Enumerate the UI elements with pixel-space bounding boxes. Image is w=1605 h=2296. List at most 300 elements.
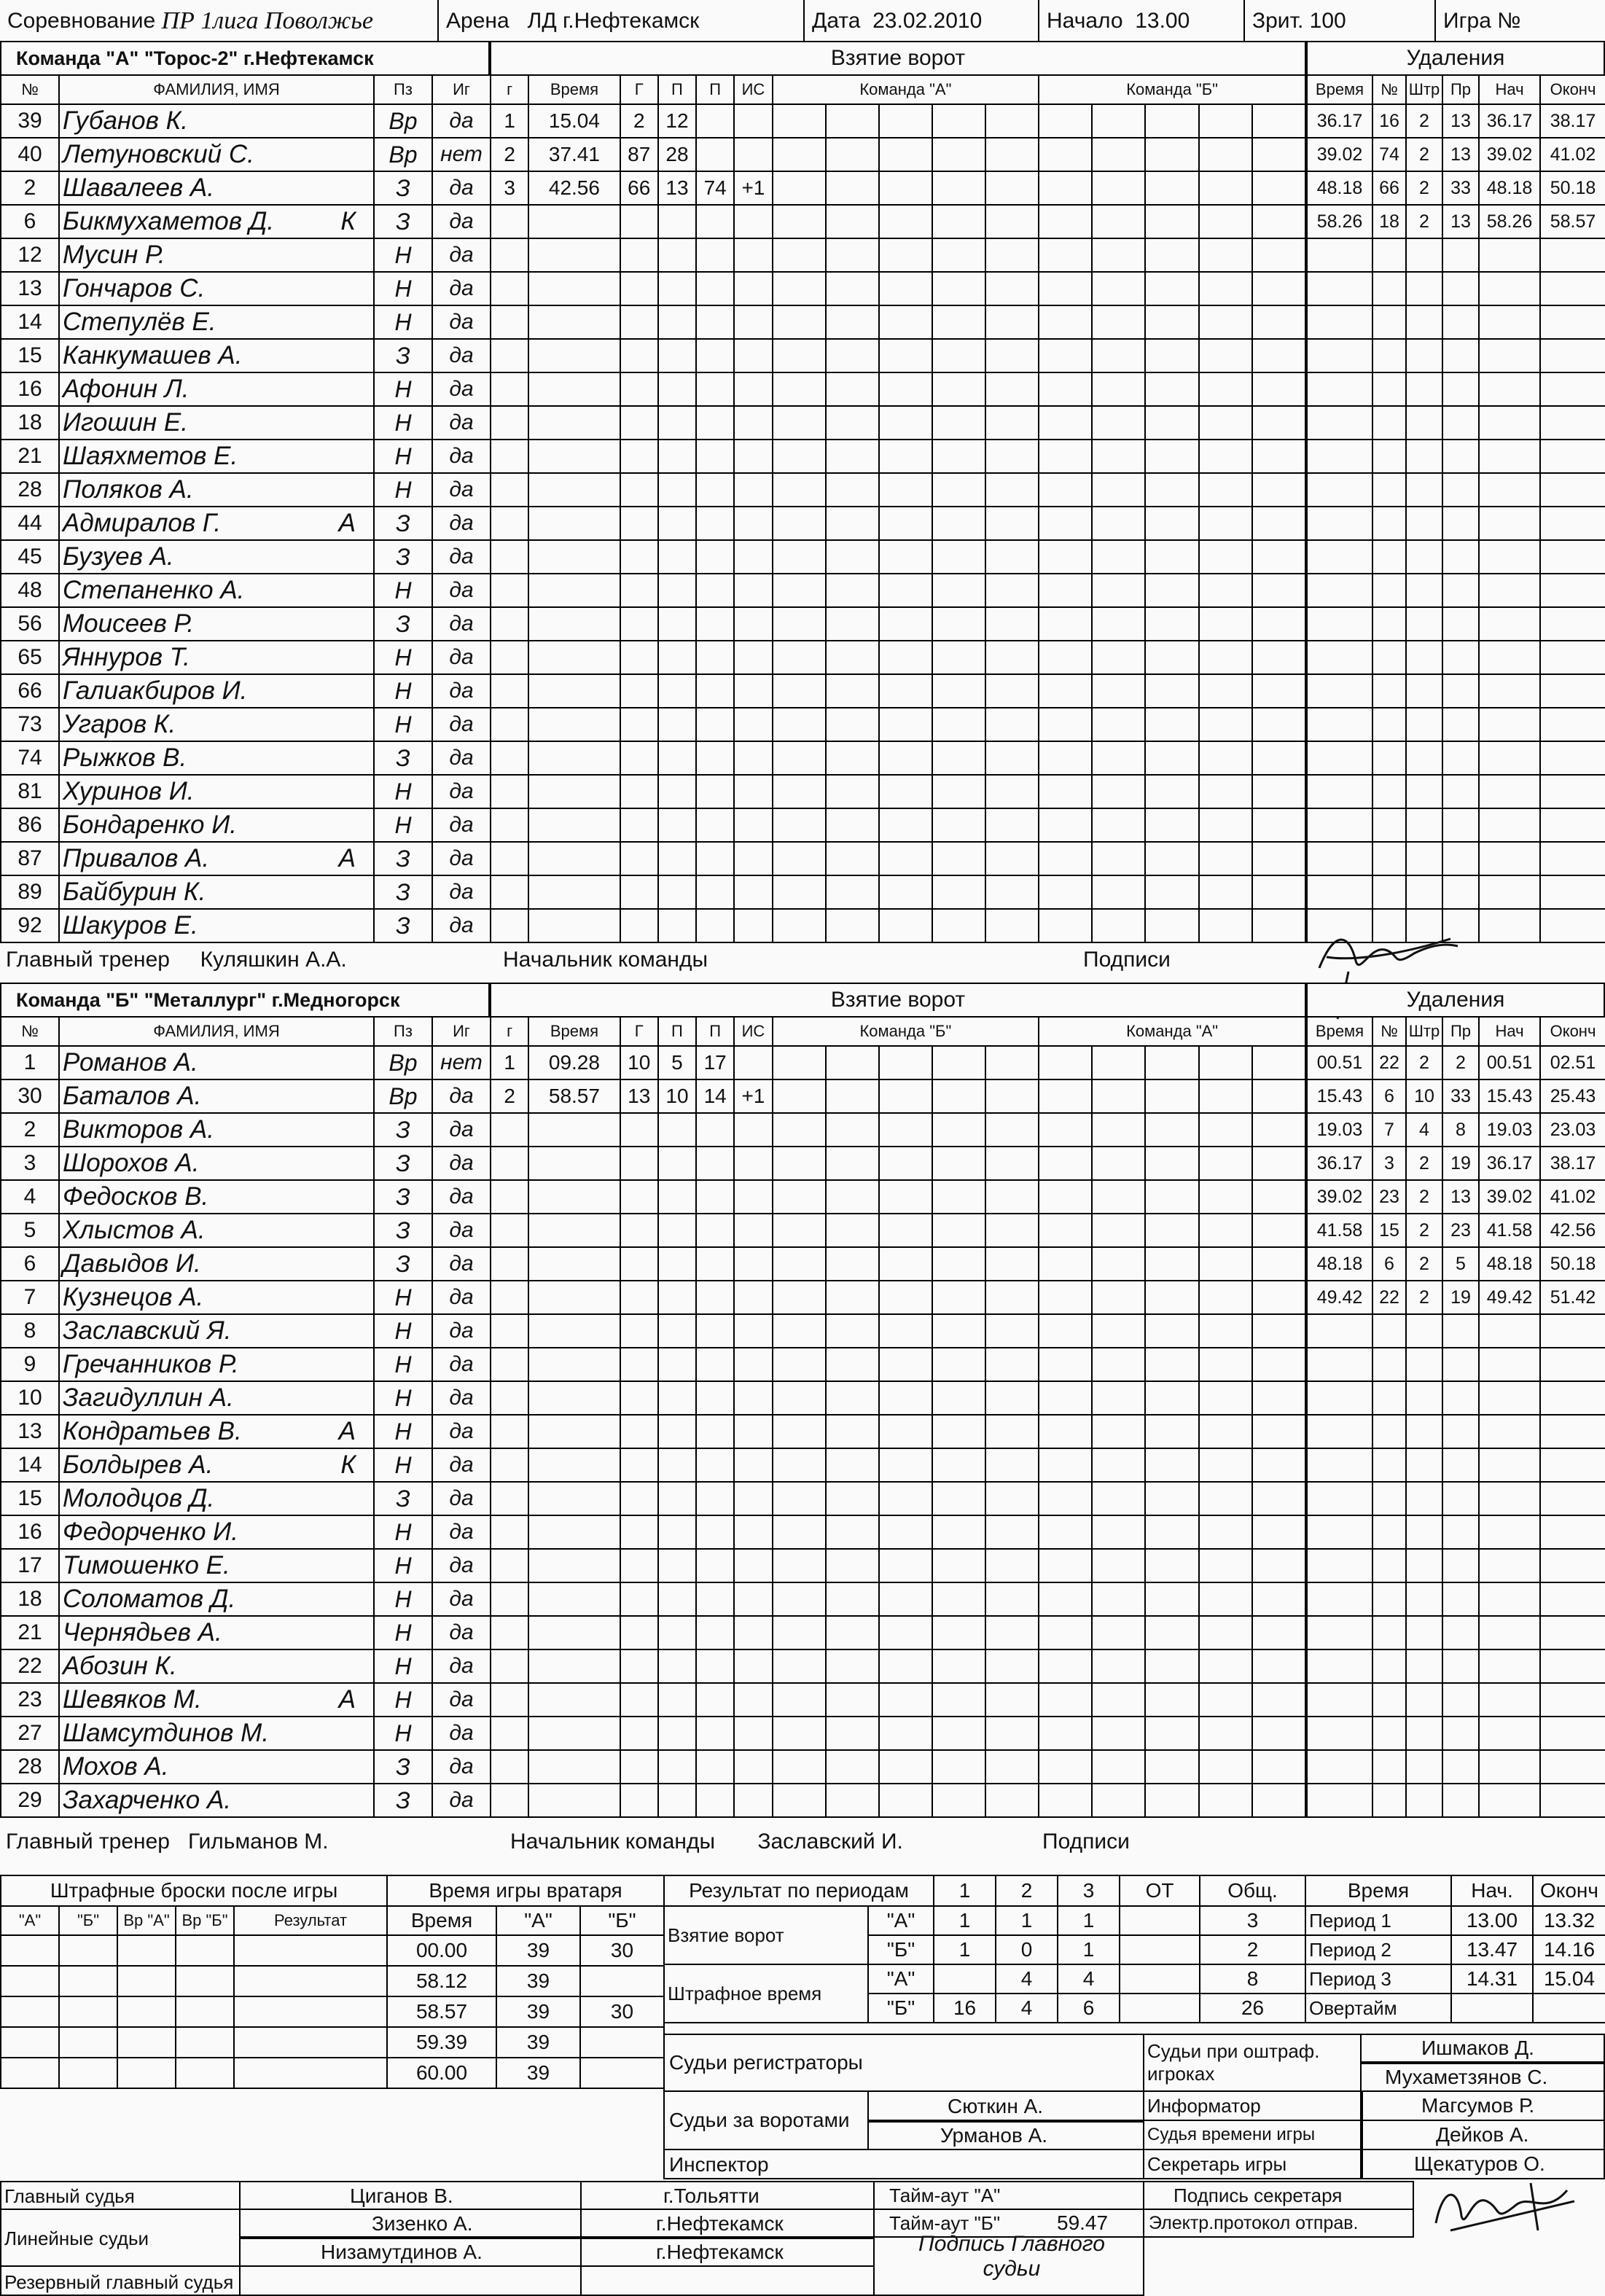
empty-cell	[734, 674, 772, 708]
empty-cell	[1252, 1348, 1305, 1381]
empty-cell	[773, 708, 826, 741]
period-start: 14.31	[1451, 1964, 1533, 1994]
player-position: З	[374, 741, 432, 775]
player-number: 18	[1, 1582, 59, 1616]
empty-cell	[773, 1616, 826, 1649]
player-name-cell	[59, 875, 374, 909]
empty-cell	[879, 1381, 932, 1415]
empty-cell	[1252, 641, 1305, 674]
empty-cell	[1145, 372, 1198, 406]
empty-cell	[773, 1214, 826, 1247]
player-number: 28	[1, 1750, 59, 1784]
player-position: З	[374, 909, 432, 942]
empty-cell	[1442, 1549, 1479, 1582]
empty-cell	[826, 171, 879, 205]
empty-cell	[1406, 473, 1442, 507]
team-a-penalties-header: Удаления	[1306, 41, 1605, 76]
empty-cell	[620, 1281, 658, 1314]
empty-cell	[1406, 507, 1442, 540]
empty-cell	[1199, 1649, 1252, 1683]
empty-cell	[1039, 1381, 1092, 1415]
empty-cell	[826, 674, 879, 708]
empty-cell	[1145, 1750, 1198, 1784]
empty-cell	[658, 305, 696, 339]
player-name-cell	[59, 440, 374, 473]
period-col-ot: ОТ	[1120, 1875, 1200, 1906]
empty-cell	[620, 1683, 658, 1717]
empty-cell	[1092, 1784, 1145, 1817]
player-row	[1, 138, 491, 171]
player-number: 12	[1, 238, 59, 272]
empty-cell	[826, 1180, 879, 1214]
player-name-cell	[59, 1784, 374, 1817]
empty-cell	[1199, 171, 1252, 205]
goal-row	[491, 1649, 1305, 1683]
penalty-player-number: 15	[1372, 1214, 1406, 1247]
registrar-judges-label: Судьи регистраторы	[669, 2051, 863, 2074]
goal-t: 15.04	[528, 104, 620, 138]
empty-cell	[1442, 305, 1479, 339]
period-value: 0	[996, 1935, 1058, 1964]
period-value: 16	[934, 1994, 996, 2023]
empty-cell	[696, 1381, 734, 1415]
empty-cell	[1406, 641, 1442, 674]
empty-cell	[932, 440, 985, 473]
player-name-cell	[59, 339, 374, 372]
empty-cell	[1199, 775, 1252, 808]
player-name-cell	[59, 1348, 374, 1381]
empty-cell	[985, 372, 1039, 406]
team-a-chief-label: Начальник команды	[503, 948, 708, 972]
empty-cell	[658, 775, 696, 808]
empty-cell	[1199, 875, 1252, 909]
penalty-end: 38.17	[1540, 104, 1605, 138]
player-played: да	[432, 305, 491, 339]
goalie-a-number: 39	[496, 2058, 580, 2088]
empty-cell	[696, 1113, 734, 1147]
player-number: 1	[1, 1046, 59, 1079]
empty-cell	[1540, 909, 1605, 942]
goal-is	[734, 104, 772, 138]
empty-cell	[1479, 440, 1540, 473]
empty-cell	[528, 1784, 620, 1817]
empty-cell	[1145, 1079, 1198, 1113]
player-played: да	[432, 1750, 491, 1784]
empty-cell	[826, 1717, 879, 1750]
player-name-cell	[59, 1180, 374, 1214]
empty-cell	[658, 1214, 696, 1247]
empty-cell	[773, 775, 826, 808]
empty-cell	[528, 1281, 620, 1314]
timeout-b-value: 59.47	[1057, 2211, 1109, 2234]
empty-cell	[1540, 1649, 1605, 1683]
player-played: да	[432, 875, 491, 909]
empty-cell	[826, 741, 879, 775]
goal-col-strength: ИС	[734, 75, 772, 104]
competition-label: Соревнование	[7, 9, 156, 33]
empty-cell	[773, 171, 826, 205]
penalty-time: 19.03	[1307, 1113, 1372, 1147]
empty-cell	[696, 674, 734, 708]
player-position: Н	[374, 808, 432, 842]
player-played: да	[432, 641, 491, 674]
empty-cell	[1252, 1214, 1305, 1247]
empty-cell	[734, 1113, 772, 1147]
player-name: Степулёв Е.	[63, 308, 216, 336]
empty-cell	[1252, 574, 1305, 607]
empty-cell	[1307, 507, 1372, 540]
empty-cell	[985, 1784, 1039, 1817]
empty-cell	[1252, 1784, 1305, 1817]
empty-cell	[1145, 440, 1198, 473]
empty-cell	[696, 1247, 734, 1281]
empty-cell	[620, 507, 658, 540]
penalty-time: 39.02	[1307, 138, 1372, 171]
empty-cell	[1540, 1314, 1605, 1348]
goal-row	[491, 138, 1305, 171]
empty-cell	[491, 808, 528, 842]
empty-cell	[1039, 339, 1092, 372]
empty-cell	[1199, 842, 1252, 875]
player-name: Гончаров С.	[63, 274, 206, 302]
start-label: Начало	[1047, 9, 1123, 33]
empty-cell	[528, 1415, 620, 1448]
goal-is	[734, 138, 772, 171]
empty-cell	[1252, 1079, 1305, 1113]
empty-cell	[1307, 1649, 1372, 1683]
roster-col-position: Пз	[374, 75, 432, 104]
empty-cell	[1039, 1784, 1092, 1817]
empty-cell	[1252, 104, 1305, 138]
empty-cell	[826, 473, 879, 507]
empty-cell	[491, 1717, 528, 1750]
goal-col-time: Время	[528, 75, 620, 104]
empty-cell	[1540, 1348, 1605, 1381]
player-number: 28	[1, 473, 59, 507]
empty-cell	[1252, 1448, 1305, 1482]
player-name: Губанов К.	[63, 106, 188, 135]
empty-cell	[1199, 1515, 1252, 1549]
period-end: 14.16	[1533, 1935, 1605, 1964]
shootout-table	[0, 1875, 388, 2089]
goal-judge-2: Урманов А.	[940, 2124, 1048, 2147]
player-number: 6	[1, 205, 59, 238]
empty-cell	[1479, 808, 1540, 842]
empty-cell	[1092, 272, 1145, 305]
player-played: да	[432, 1079, 491, 1113]
empty-cell	[1199, 741, 1252, 775]
empty-cell	[658, 1549, 696, 1582]
empty-cell	[1307, 473, 1372, 507]
player-row	[1, 272, 491, 305]
period-results-table	[663, 1875, 1306, 2023]
player-played: да	[432, 1381, 491, 1415]
empty-cell	[734, 473, 772, 507]
empty-cell	[773, 1549, 826, 1582]
empty-cell	[696, 238, 734, 272]
empty-cell	[1442, 1683, 1479, 1717]
empty-cell	[1092, 440, 1145, 473]
period-time-row	[1305, 1906, 1605, 1935]
empty-cell	[879, 1649, 932, 1683]
goalie-change-time: 00.00	[387, 1935, 496, 1966]
empty-cell	[1540, 1582, 1605, 1616]
empty-cell	[1092, 339, 1145, 372]
goal-t: 58.57	[528, 1079, 620, 1113]
empty-cell	[826, 238, 879, 272]
empty-cell	[734, 1717, 772, 1750]
empty-cell	[1092, 574, 1145, 607]
player-number: 14	[1, 1448, 59, 1482]
empty-cell	[826, 808, 879, 842]
empty-cell	[1442, 1415, 1479, 1448]
empty-cell	[528, 574, 620, 607]
empty-cell	[1039, 808, 1092, 842]
roster-col-played: Иг	[432, 1017, 491, 1046]
empty-cell	[1252, 540, 1305, 574]
player-row	[1, 708, 491, 741]
team-indicator: "А"	[868, 1964, 934, 1994]
empty-cell	[1092, 775, 1145, 808]
empty-cell	[1307, 1448, 1372, 1482]
empty-cell	[1372, 372, 1406, 406]
goal-is	[734, 1046, 772, 1079]
team-b-coach-label: Главный тренер	[6, 1830, 170, 1854]
empty-cell	[1039, 641, 1092, 674]
empty-cell	[1307, 1750, 1372, 1784]
empty-cell	[932, 138, 985, 171]
empty-cell	[1199, 305, 1252, 339]
goal-row	[491, 1247, 1305, 1281]
player-position: Вр	[374, 104, 432, 138]
penalty-minutes: 2	[1406, 138, 1442, 171]
empty-cell	[658, 1649, 696, 1683]
captain-mark: А	[338, 509, 356, 537]
empty-cell	[1145, 473, 1198, 507]
player-name: Бикмухаметов Д.	[63, 207, 275, 235]
empty-cell	[734, 406, 772, 440]
team-b-signatures-label: Подписи	[1042, 1830, 1130, 1854]
empty-cell	[696, 440, 734, 473]
empty-cell	[1372, 1348, 1406, 1381]
empty-cell	[620, 1381, 658, 1415]
player-row	[1, 473, 491, 507]
penalty-row	[1307, 775, 1605, 808]
empty-cell	[1145, 1616, 1198, 1649]
empty-cell	[1540, 1683, 1605, 1717]
empty-cell	[1199, 205, 1252, 238]
player-name-cell	[59, 272, 374, 305]
goalie-time-row	[387, 2027, 664, 2058]
penalty-row	[1307, 1448, 1605, 1482]
player-name-cell	[59, 540, 374, 574]
empty-cell	[620, 708, 658, 741]
goal-row	[491, 842, 1305, 875]
timeout-a-label: Тайм-аут "А"	[889, 2184, 1001, 2206]
goal-g: 3	[491, 171, 528, 205]
empty-cell	[696, 1415, 734, 1448]
empty-cell	[491, 1381, 528, 1415]
goal-row	[491, 1348, 1305, 1381]
empty-cell	[1372, 1314, 1406, 1348]
goal-row	[491, 1515, 1305, 1549]
empty-cell	[932, 1750, 985, 1784]
empty-cell	[826, 1247, 879, 1281]
player-number: 39	[1, 104, 59, 138]
empty-cell	[1307, 1314, 1372, 1348]
player-position: Н	[374, 674, 432, 708]
team-indicator: "Б"	[868, 1935, 934, 1964]
empty-cell	[620, 1415, 658, 1448]
empty-cell	[620, 1717, 658, 1750]
player-name-cell	[59, 808, 374, 842]
competition-value: ПР 1лига Поволжье	[161, 7, 373, 34]
empty-cell	[1145, 1147, 1198, 1180]
empty-cell	[932, 104, 985, 138]
empty-cell	[879, 406, 932, 440]
penalty-minutes: 2	[1406, 1214, 1442, 1247]
goal-p2	[696, 138, 734, 171]
player-number: 2	[1, 1113, 59, 1147]
player-played: да	[432, 808, 491, 842]
team-b-chief-row	[510, 1830, 903, 1854]
empty-cell	[1199, 1046, 1252, 1079]
empty-cell	[696, 1750, 734, 1784]
empty-cell	[1442, 339, 1479, 372]
empty-cell	[985, 674, 1039, 708]
empty-cell	[879, 808, 932, 842]
goalie-time-row	[387, 2058, 664, 2088]
empty-cell	[1039, 1113, 1092, 1147]
empty-cell	[1307, 1616, 1372, 1649]
empty-cell	[1092, 507, 1145, 540]
goalie-a-number: 39	[496, 1935, 580, 1966]
empty-cell	[879, 1448, 932, 1482]
period-start	[1451, 1994, 1533, 2023]
player-played: да	[432, 1314, 491, 1348]
empty-cell	[1039, 1079, 1092, 1113]
empty-cell	[1145, 1180, 1198, 1214]
empty-cell	[491, 842, 528, 875]
empty-cell	[1307, 708, 1372, 741]
goal-row	[491, 741, 1305, 775]
empty-cell	[1252, 741, 1305, 775]
empty-cell	[773, 1314, 826, 1348]
penalty-reason: 13	[1442, 1180, 1479, 1214]
penalty-reason: 8	[1442, 1113, 1479, 1147]
goal-g: 1	[491, 104, 528, 138]
empty-cell	[1540, 272, 1605, 305]
empty-cell	[985, 1515, 1039, 1549]
empty-cell	[528, 507, 620, 540]
empty-cell	[696, 339, 734, 372]
player-name: Захарченко А.	[63, 1786, 232, 1814]
empty-cell	[620, 607, 658, 641]
empty-cell	[1252, 607, 1305, 641]
empty-cell	[491, 540, 528, 574]
empty-cell	[1479, 1415, 1540, 1448]
team-a-title: Команда "А" "Торос-2" г.Нефтекамск	[0, 41, 490, 76]
player-name: Заславский Я.	[63, 1316, 232, 1345]
empty-cell	[773, 1482, 826, 1515]
period-value	[934, 1964, 996, 1994]
empty-cell	[1039, 238, 1092, 272]
empty-cell	[620, 641, 658, 674]
player-position: Н	[374, 641, 432, 674]
empty-cell	[734, 1750, 772, 1784]
empty-cell	[1442, 842, 1479, 875]
empty-cell	[985, 708, 1039, 741]
player-position: З	[374, 205, 432, 238]
empty-cell	[826, 104, 879, 138]
penalty-reason: 33	[1442, 171, 1479, 205]
empty-cell	[658, 574, 696, 607]
empty-cell	[932, 1616, 985, 1649]
empty-cell	[773, 138, 826, 171]
penalty-minutes: 2	[1406, 1046, 1442, 1079]
player-position: Н	[374, 708, 432, 741]
empty-cell	[932, 842, 985, 875]
player-name-cell	[59, 674, 374, 708]
player-position: Н	[374, 1683, 432, 1717]
empty-cell	[773, 1784, 826, 1817]
empty-cell	[1145, 808, 1198, 842]
empty-cell	[1145, 741, 1198, 775]
player-name: Шакуров Е.	[63, 911, 198, 940]
date-value: 23.02.2010	[872, 9, 983, 33]
empty-cell	[620, 741, 658, 775]
empty-cell	[734, 741, 772, 775]
empty-cell	[491, 875, 528, 909]
empty-cell	[932, 1482, 985, 1515]
empty-cell	[826, 875, 879, 909]
penalty-col-time: Время	[1307, 75, 1372, 104]
empty-cell	[773, 641, 826, 674]
penalty-box-judge-1: Ишмаков Д.	[1421, 2037, 1534, 2059]
goal-row	[491, 607, 1305, 641]
empty-cell	[620, 674, 658, 708]
empty-cell	[734, 1348, 772, 1381]
empty-cell	[658, 1616, 696, 1649]
empty-cell	[1039, 1247, 1092, 1281]
empty-cell	[528, 1616, 620, 1649]
goal-row	[491, 440, 1305, 473]
player-name-cell	[59, 1717, 374, 1750]
player-number: 30	[1, 1079, 59, 1113]
player-played: да	[432, 339, 491, 372]
empty-cell	[1479, 540, 1540, 574]
empty-cell	[1092, 1482, 1145, 1515]
empty-cell	[528, 1515, 620, 1549]
empty-cell	[734, 1683, 772, 1717]
informer-value: Магсумов Р.	[1421, 2094, 1535, 2117]
empty-cell	[528, 339, 620, 372]
player-position: Н	[374, 1348, 432, 1381]
penalty-time: 00.51	[1307, 1046, 1372, 1079]
empty-cell	[1479, 741, 1540, 775]
player-name-cell	[59, 1113, 374, 1147]
goal-row	[491, 372, 1305, 406]
empty-cell	[1540, 574, 1605, 607]
player-name-cell	[59, 607, 374, 641]
empty-cell	[1406, 1549, 1442, 1582]
secretary-signature-label: Подпись секретаря	[1174, 2184, 1343, 2206]
empty-cell	[1406, 440, 1442, 473]
empty-cell	[1199, 238, 1252, 272]
empty-cell	[1406, 708, 1442, 741]
empty-cell	[1540, 1784, 1605, 1817]
player-number: 56	[1, 607, 59, 641]
